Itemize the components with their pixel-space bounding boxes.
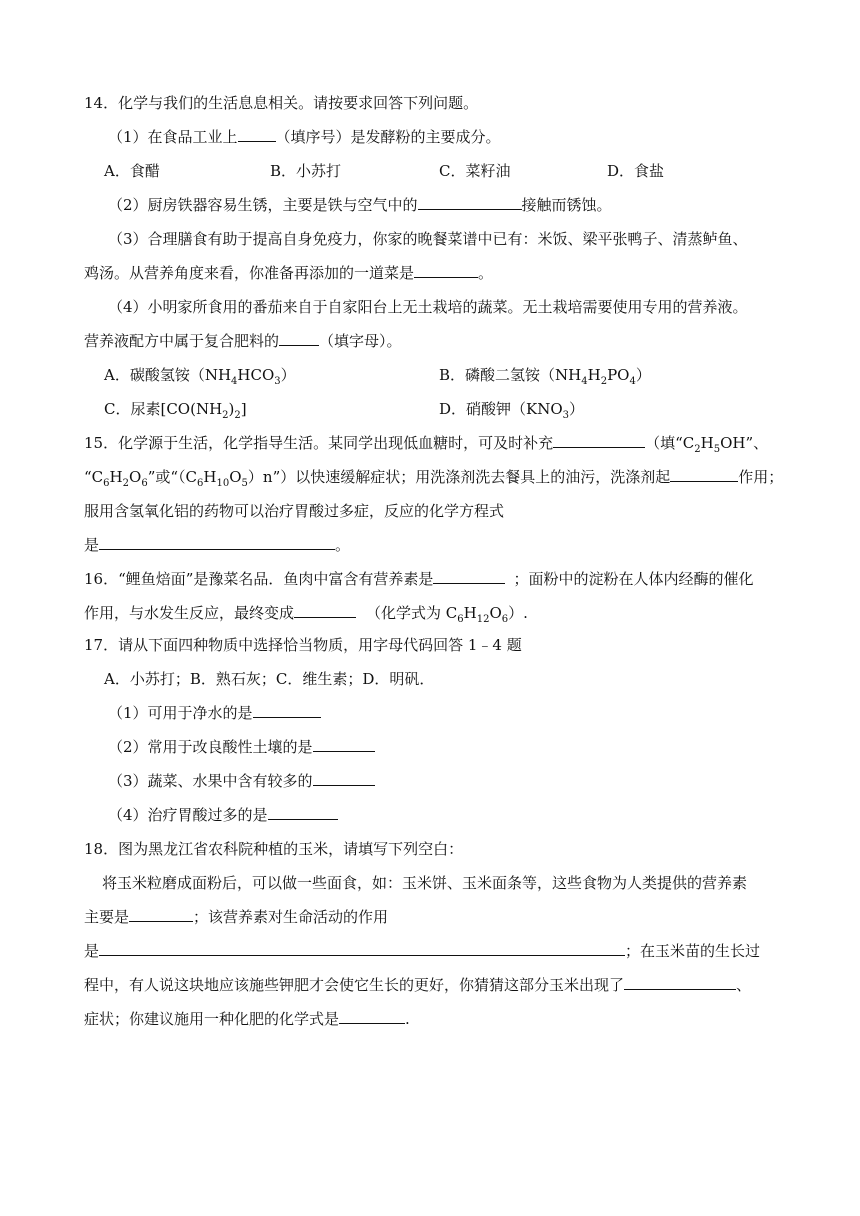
answer-blank[interactable]	[279, 330, 319, 346]
q14-part1	[108, 126, 501, 148]
q18-line1: 将玉米粒磨成面粉后，可以做一些面食，如：玉米饼、玉米面条等，这些食物为人类提供的营养素	[102, 874, 748, 892]
q14-part3-text-a: 鸡汤。从营养角度来看，你准备再添加的一道菜是	[84, 264, 415, 282]
q18-text-h: .	[405, 1010, 410, 1028]
q18-text-a: 主要是	[84, 908, 130, 926]
q14-option-a: A．食醋	[104, 162, 160, 180]
q15-text-c: “$C_6H_2O_6$”或“$(C_6H_{10}O_5)n$”）以快速缓解症状；用洗涤剂洗去餐具上的油污，洗涤剂起	[84, 468, 671, 489]
q14-option-b: B．小苏打	[270, 162, 342, 180]
answer-blank[interactable]	[339, 1008, 405, 1024]
q17-part4-text: （4）治疗胃酸过多的是	[108, 806, 268, 824]
answer-blank[interactable]	[313, 736, 375, 752]
answer-blank[interactable]	[129, 906, 193, 922]
q18-text-c: 是	[84, 942, 100, 960]
q14-part4-option-a: A．碳酸氢铵$(NH_4HCO_3)$	[104, 366, 296, 387]
q14-option-c: C．菜籽油	[439, 162, 511, 180]
q15-line1	[84, 432, 768, 454]
q14-part1-text-b: （填序号）是发酵粉的主要成分。	[275, 128, 501, 146]
q18-text-d: ；在玉米苗的生长过	[625, 942, 761, 960]
q15-text-b: （填“$C_2H_5OH$”、	[645, 434, 769, 455]
q14-part2-text-a: （2）厨房铁器容易生锈，主要是铁与空气中的	[108, 196, 418, 214]
answer-blank[interactable]	[99, 534, 335, 550]
q18-text-f: 、	[736, 976, 752, 994]
q14-part3-text-b: 。	[478, 264, 494, 282]
q14-part1-text-a: （1）在食品工业上	[108, 128, 238, 146]
answer-blank[interactable]	[418, 194, 522, 210]
q18-text-g: 症状；你建议施用一种化肥的化学式是	[84, 1010, 340, 1028]
q14-part2	[108, 194, 612, 216]
q15-text-a: 15．化学源于生活，化学指导生活。某同学出现低血糖时，可及时补充	[84, 434, 554, 452]
q14-part4-text-a: 营养液配方中属于复合肥料的	[84, 332, 280, 350]
q18-text-b: ；该营养素对生命活动的作用	[193, 908, 389, 926]
q17-stem: 17．请从下面四种物质中选择恰当物质，用字母代码回答 1﹣4 题	[84, 636, 522, 654]
q14-stem: 14．化学与我们的生活息息相关。请按要求回答下列问题。	[84, 94, 479, 112]
q14-part4-option-b: B．磷酸二氢铵$(NH_4H_2PO_4)$	[439, 366, 651, 387]
q18-line4	[84, 974, 751, 996]
answer-blank[interactable]	[313, 770, 375, 786]
q14-part4-line1: （4）小明家所食用的番茄来自于自家阳台上无土栽培的蔬菜。无土栽培需要使用专用的营养液。	[108, 298, 748, 316]
q18-stem: 18．图为黑龙江省农科院种植的玉米，请填写下列空白：	[84, 840, 464, 858]
q15-line3: 服用含氢氧化铝的药物可以治疗胃酸过多症，反应的化学方程式	[84, 502, 505, 520]
answer-blank[interactable]	[553, 432, 645, 448]
q15-line2	[84, 466, 783, 488]
q15-line4	[84, 534, 350, 556]
q17-part3-text: （3）蔬菜、水果中含有较多的	[108, 772, 313, 790]
q14-part4-text-b: （填字母）。	[319, 332, 402, 350]
q18-text-e: 程中，有人说这块地应该施些钾肥才会使它生长的更好，你猜猜这部分玉米出现了	[84, 976, 625, 994]
answer-blank[interactable]	[294, 602, 356, 618]
q17-part1	[108, 702, 321, 724]
q16-text-b: ；面粉中的淀粉在人体内经酶的催化	[513, 570, 754, 588]
q17-part2	[108, 736, 375, 758]
q15-text-d: 作用；	[738, 468, 784, 486]
q14-part3-line2	[84, 262, 493, 284]
answer-blank[interactable]	[624, 974, 736, 990]
q16-line1	[84, 568, 753, 590]
answer-blank[interactable]	[99, 940, 625, 956]
q14-option-d: D．食盐	[607, 162, 665, 180]
q17-part3	[108, 770, 375, 792]
answer-blank[interactable]	[268, 804, 338, 820]
q14-part3-line1: （3）合理膳食有助于提高自身免疫力，你家的晚餐菜谱中已有：米饭、梁平张鸭子、清蒸鲈鱼、	[108, 230, 748, 248]
q16-text-d: （化学式为 $C_6H_{12}O_6$）.	[366, 604, 528, 625]
q18-line2	[84, 906, 388, 928]
q15-text-f: 。	[335, 536, 351, 554]
q17-options: A．小苏打；B．熟石灰；C．维生素；D．明矾．	[104, 670, 435, 688]
q17-part2-text: （2）常用于改良酸性土壤的是	[108, 738, 313, 756]
answer-blank[interactable]	[238, 126, 276, 142]
q16-text-a: 16．“鲤鱼焙面”是豫菜名品．鱼肉中富含有营养素是	[84, 570, 434, 588]
answer-blank[interactable]	[253, 702, 321, 718]
q14-part4-line2	[84, 330, 402, 352]
q14-part4-option-d: D．硝酸钾$(KNO_3)$	[439, 400, 585, 421]
q17-part4	[108, 804, 338, 826]
q14-part4-option-c: C．尿素$[CO(NH_2)_2]$	[104, 400, 247, 421]
q16-text-c: 作用，与水发生反应，最终变成	[84, 604, 295, 622]
q18-line3	[84, 940, 760, 962]
q15-text-e: 是	[84, 536, 100, 554]
q18-line5	[84, 1008, 410, 1030]
answer-blank[interactable]	[433, 568, 505, 584]
answer-blank[interactable]	[670, 466, 738, 482]
q14-part2-text-b: 接触而锈蚀。	[521, 196, 612, 214]
q17-part1-text: （1）可用于净水的是	[108, 704, 253, 722]
answer-blank[interactable]	[414, 262, 478, 278]
q16-line2	[84, 602, 528, 624]
